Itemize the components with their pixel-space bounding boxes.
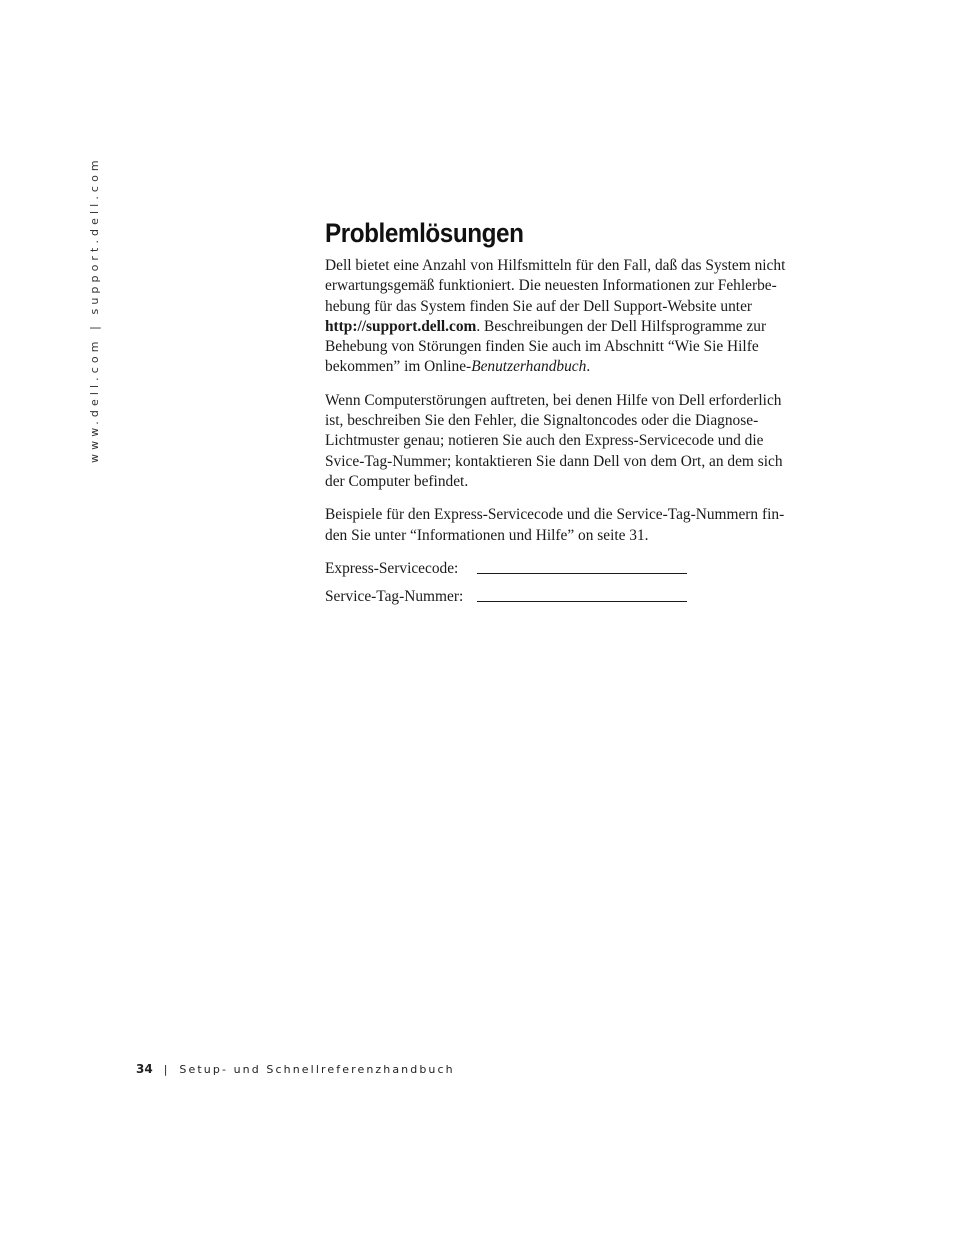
text-fragment: bekommen” im Online-	[325, 358, 472, 376]
service-tag-row	[325, 587, 825, 607]
text-line	[325, 357, 825, 377]
express-servicecode-label: Express-Servicecode:	[325, 559, 459, 577]
sidebar-url: www.dell.com | support.dell.com	[88, 156, 101, 463]
paragraph-examples	[325, 505, 825, 546]
text-line: erwartungsgemäß funktioniert. Die neuesten Informationen zur Fehlerbe-	[325, 277, 777, 295]
text-line: Svice-Tag-Nummer; kontaktieren Sie dann Dell von dem Ort, an dem sich	[325, 452, 783, 470]
page-title: Problemlösungen	[325, 218, 524, 248]
support-link[interactable]: http://support.dell.com	[325, 317, 477, 335]
text-line: hebung für das System finden Sie auf der Dell Support-Website unter	[325, 297, 753, 315]
text-line: Wenn Computerstörungen auftreten, bei denen Hilfe von Dell erforderlich	[325, 391, 782, 409]
manual-title: Benutzerhandbuch	[471, 358, 587, 376]
paragraph-contact-dell	[325, 391, 825, 492]
express-servicecode-row	[325, 559, 825, 579]
text-fragment: .	[586, 358, 591, 376]
text-line: der Computer befindet.	[325, 472, 469, 490]
text-line: Behebung von Störungen finden Sie auch im Abschnitt “Wie Sie Hilfe	[325, 338, 759, 356]
footer-title: Setup- und Schnellreferenzhandbuch	[179, 1063, 455, 1076]
text-line: Lichtmuster genau; notieren Sie auch den Express-Servicecode und die	[325, 432, 764, 450]
service-tag-label: Service-Tag-Nummer:	[325, 587, 464, 605]
text-line: den Sie unter “Informationen und Hilfe” on seite 31.	[325, 526, 649, 544]
text-line: Beispiele für den Express-Servicecode und die Service-Tag-Nummern fin-	[325, 506, 785, 524]
page-number: 34	[136, 1062, 153, 1076]
text-line: ist, beschreiben Sie den Fehler, die Signaltoncodes oder die Diagnose-	[325, 412, 759, 430]
footer-separator: |	[163, 1063, 168, 1076]
text-line	[325, 317, 825, 337]
express-servicecode-blank	[477, 561, 687, 574]
main-content	[325, 216, 825, 615]
text-line: Dell bietet eine Anzahl von Hilfsmitteln für den Fall, daß das System nicht	[325, 257, 786, 274]
page-footer	[136, 1062, 455, 1076]
service-tag-blank	[477, 589, 687, 602]
text-fragment: . Beschreibungen der Dell Hilfsprogramme zur	[476, 317, 767, 335]
paragraph-help-resources	[325, 256, 825, 378]
